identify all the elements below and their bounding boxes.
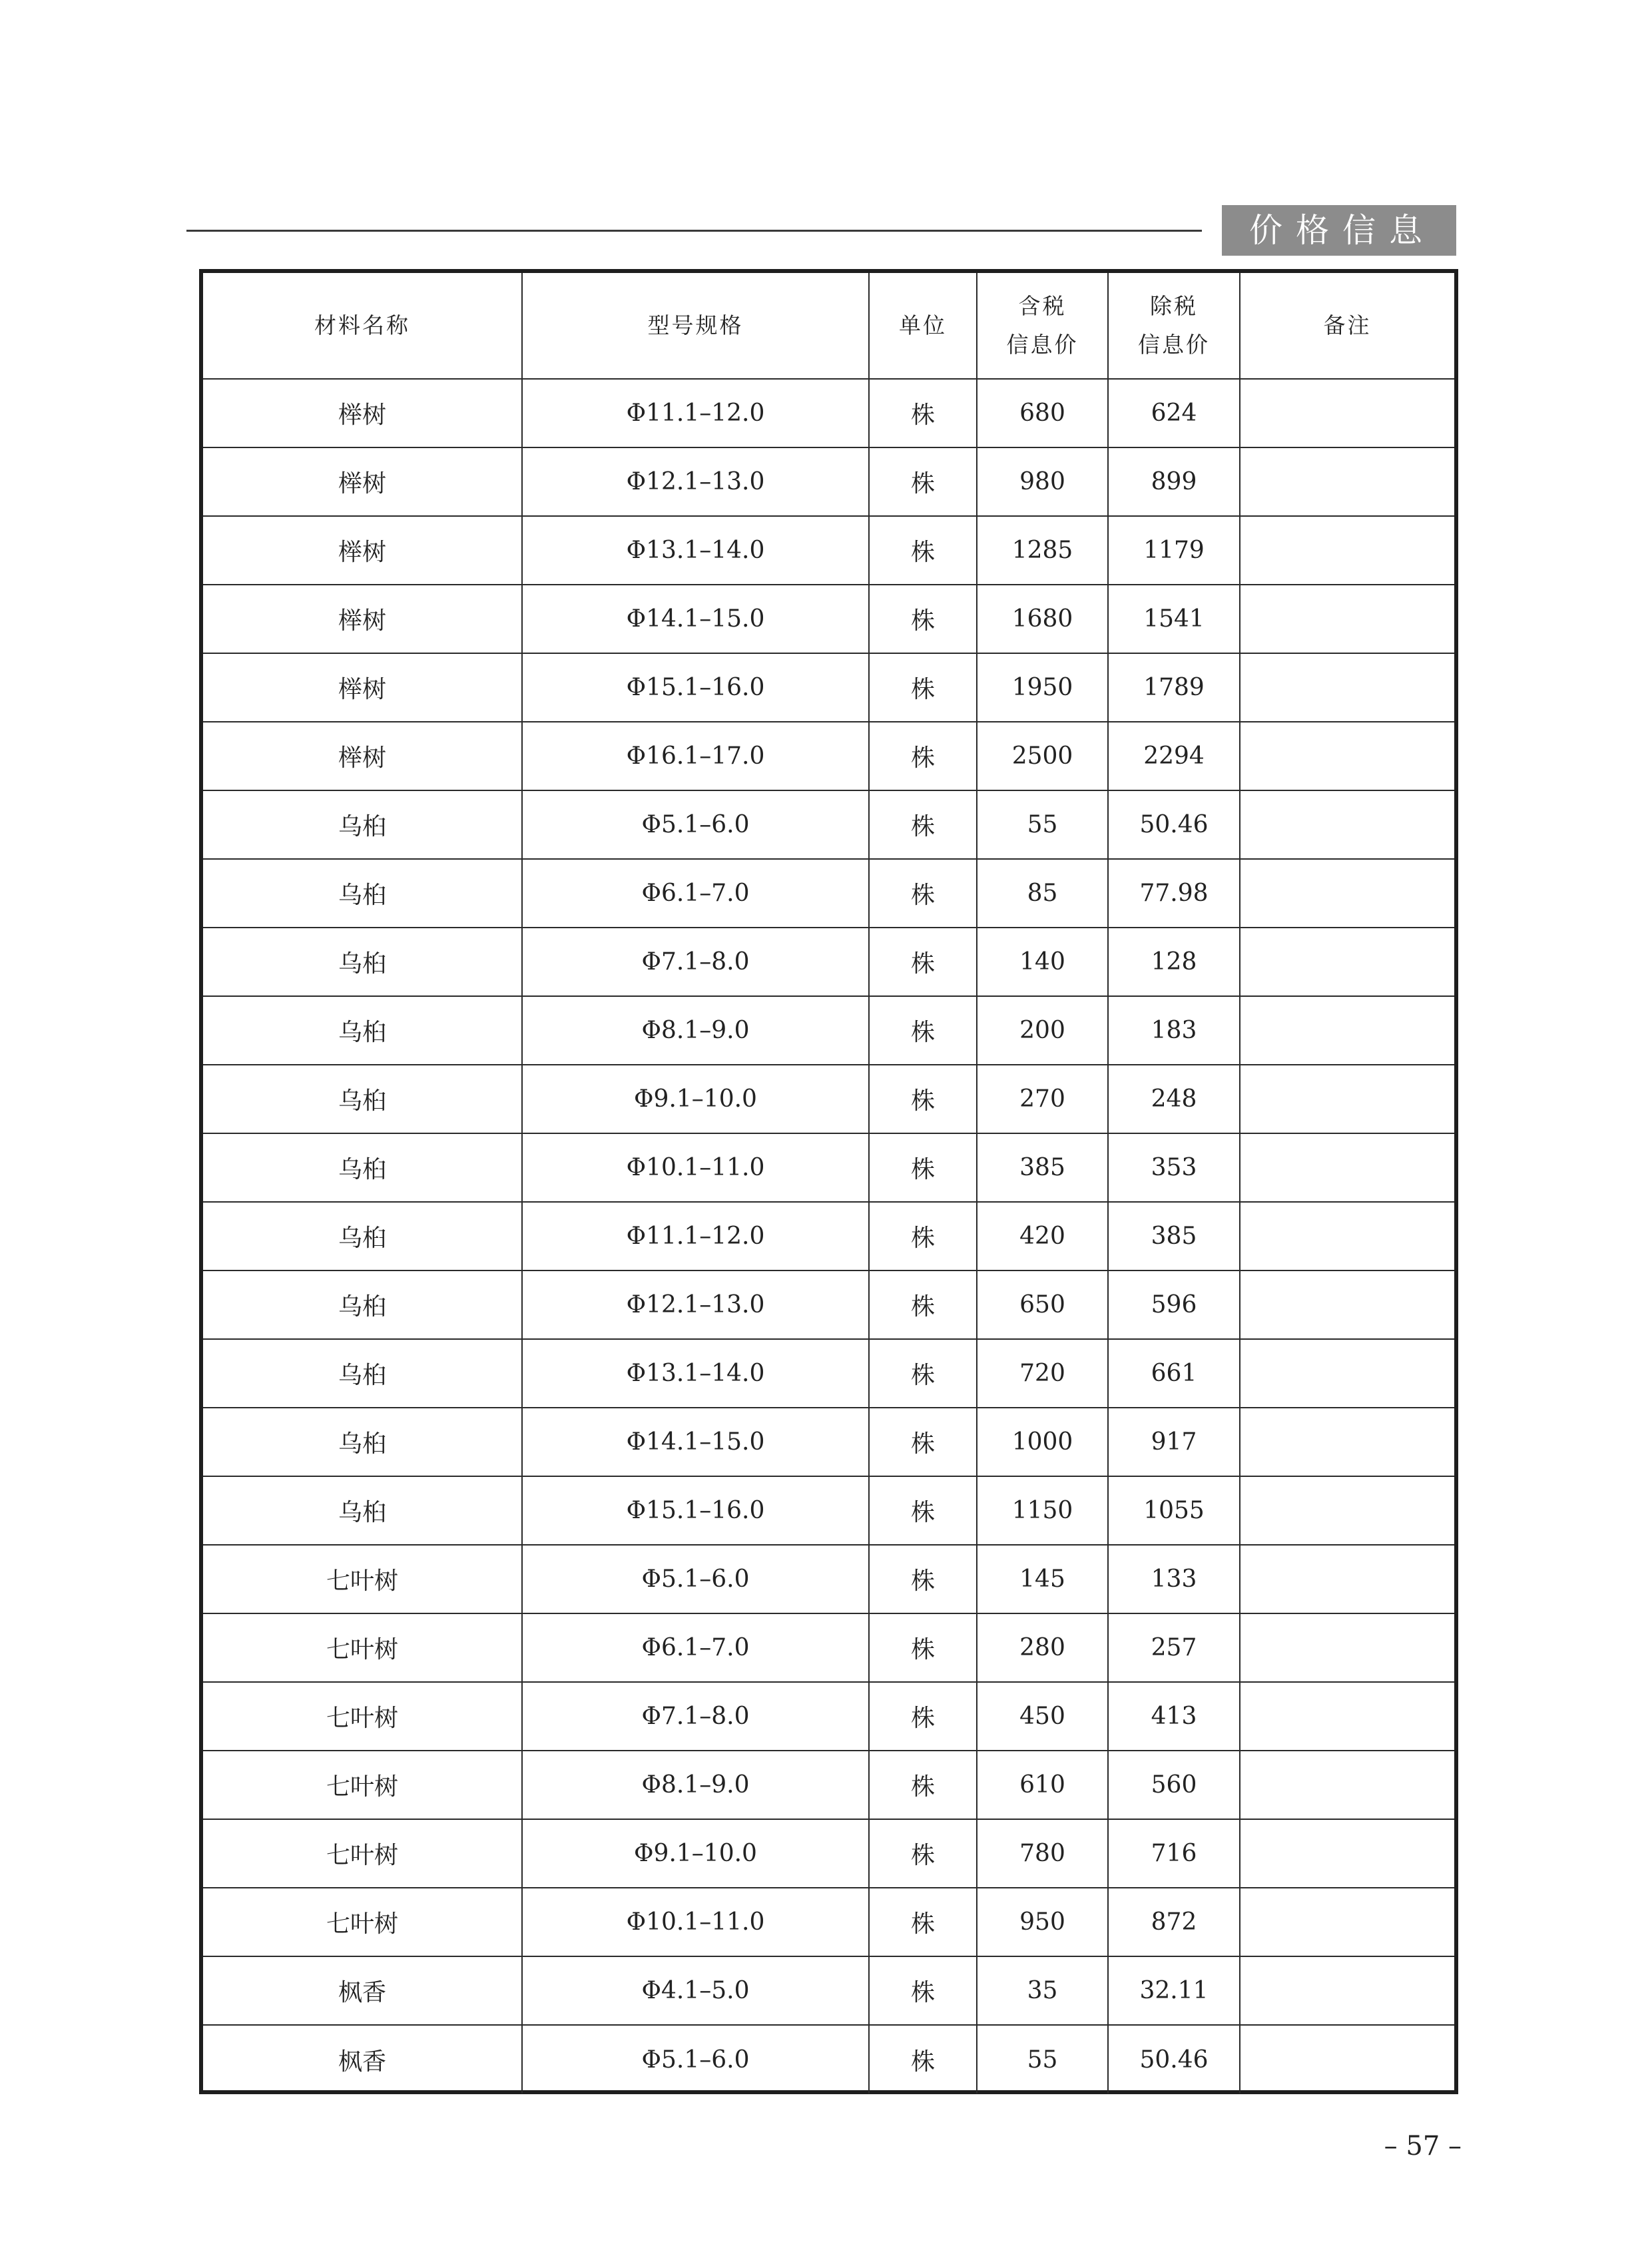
cell-price-notax: 624: [1108, 379, 1240, 447]
cell-note: [1240, 1202, 1454, 1270]
cell-price-notax: 50.46: [1108, 790, 1240, 859]
cell-price-notax: 596: [1108, 1270, 1240, 1339]
cell-price-notax: 560: [1108, 1751, 1240, 1819]
cell-name: 乌桕: [203, 1270, 522, 1339]
cell-unit: 株: [869, 2025, 977, 2094]
cell-note: [1240, 790, 1454, 859]
cell-name: 七叶树: [203, 1613, 522, 1682]
cell-price-notax: 353: [1108, 1133, 1240, 1202]
cell-unit: 株: [869, 516, 977, 585]
col-header-price-tax: [977, 273, 1108, 379]
table-row: [203, 790, 1454, 859]
cell-unit: 株: [869, 1888, 977, 1956]
cell-price-tax: 1150: [977, 1476, 1108, 1545]
cell-unit: 株: [869, 1133, 977, 1202]
cell-spec: Φ12.1–13.0: [522, 1270, 869, 1339]
cell-price-notax: 183: [1108, 996, 1240, 1065]
cell-unit: 株: [869, 1202, 977, 1270]
cell-price-notax: 661: [1108, 1339, 1240, 1408]
table-header-row: [203, 273, 1454, 379]
cell-unit: 株: [869, 1819, 977, 1888]
cell-note: [1240, 585, 1454, 653]
table-row: [203, 1065, 1454, 1133]
cell-price-notax: 385: [1108, 1202, 1240, 1270]
table-row: [203, 722, 1454, 790]
cell-price-notax: 1179: [1108, 516, 1240, 585]
cell-price-notax: 1541: [1108, 585, 1240, 653]
cell-note: [1240, 1133, 1454, 1202]
cell-price-notax: 2294: [1108, 722, 1240, 790]
cell-unit: 株: [869, 379, 977, 447]
cell-spec: Φ7.1–8.0: [522, 1682, 869, 1751]
cell-note: [1240, 928, 1454, 996]
cell-price-tax: 680: [977, 379, 1108, 447]
cell-price-tax: 610: [977, 1751, 1108, 1819]
cell-note: [1240, 1408, 1454, 1476]
cell-note: [1240, 1339, 1454, 1408]
cell-price-notax: 413: [1108, 1682, 1240, 1751]
cell-price-notax: 1055: [1108, 1476, 1240, 1545]
cell-price-notax: 872: [1108, 1888, 1240, 1956]
cell-unit: 株: [869, 1476, 977, 1545]
cell-name: 乌桕: [203, 1065, 522, 1133]
table-row: [203, 1545, 1454, 1613]
cell-spec: Φ11.1–12.0: [522, 1202, 869, 1270]
cell-spec: Φ7.1–8.0: [522, 928, 869, 996]
cell-price-tax: 780: [977, 1819, 1108, 1888]
cell-price-notax: 128: [1108, 928, 1240, 996]
price-table: [203, 273, 1454, 2094]
cell-price-tax: 420: [977, 1202, 1108, 1270]
cell-name: 乌桕: [203, 1476, 522, 1545]
cell-unit: 株: [869, 447, 977, 516]
cell-note: [1240, 1751, 1454, 1819]
cell-note: [1240, 1065, 1454, 1133]
cell-note: [1240, 1956, 1454, 2025]
col-header-note: 备注: [1240, 273, 1454, 379]
table-row: [203, 2025, 1454, 2094]
cell-unit: 株: [869, 859, 977, 928]
cell-name: 榉树: [203, 447, 522, 516]
cell-unit: 株: [869, 722, 977, 790]
cell-name: 乌桕: [203, 859, 522, 928]
cell-note: [1240, 1819, 1454, 1888]
cell-price-tax: 720: [977, 1339, 1108, 1408]
cell-spec: Φ11.1–12.0: [522, 379, 869, 447]
cell-price-notax: 1789: [1108, 653, 1240, 722]
cell-price-tax: 1285: [977, 516, 1108, 585]
cell-note: [1240, 859, 1454, 928]
cell-price-notax: 899: [1108, 447, 1240, 516]
table-row: [203, 379, 1454, 447]
table-row: [203, 928, 1454, 996]
table-row: [203, 859, 1454, 928]
cell-name: 乌桕: [203, 928, 522, 996]
table-row: [203, 1888, 1454, 1956]
cell-unit: 株: [869, 1682, 977, 1751]
cell-spec: Φ8.1–9.0: [522, 1751, 869, 1819]
cell-name: 乌桕: [203, 996, 522, 1065]
cell-unit: 株: [869, 1270, 977, 1339]
cell-unit: 株: [869, 996, 977, 1065]
cell-unit: 株: [869, 1545, 977, 1613]
cell-price-notax: 77.98: [1108, 859, 1240, 928]
cell-unit: 株: [869, 1956, 977, 2025]
cell-name: 乌桕: [203, 790, 522, 859]
cell-unit: 株: [869, 1339, 977, 1408]
cell-price-tax: 2500: [977, 722, 1108, 790]
cell-price-tax: 385: [977, 1133, 1108, 1202]
table-row: [203, 1133, 1454, 1202]
price-table-frame: [199, 269, 1458, 2094]
cell-name: 七叶树: [203, 1751, 522, 1819]
cell-name: 七叶树: [203, 1819, 522, 1888]
cell-unit: 株: [869, 585, 977, 653]
cell-spec: Φ4.1–5.0: [522, 1956, 869, 2025]
section-title: 价格信息: [1222, 205, 1456, 256]
cell-price-tax: 1950: [977, 653, 1108, 722]
cell-price-notax: 32.11: [1108, 1956, 1240, 2025]
cell-note: [1240, 653, 1454, 722]
cell-price-tax: 55: [977, 790, 1108, 859]
cell-price-tax: 145: [977, 1545, 1108, 1613]
cell-name: 枫香: [203, 2025, 522, 2094]
cell-price-tax: 450: [977, 1682, 1108, 1751]
col-header-price-notax: [1108, 273, 1240, 379]
cell-price-notax: 50.46: [1108, 2025, 1240, 2094]
cell-spec: Φ6.1–7.0: [522, 859, 869, 928]
col-header-name: 材料名称: [203, 273, 522, 379]
table-row: [203, 1339, 1454, 1408]
cell-name: 乌桕: [203, 1202, 522, 1270]
cell-name: 枫香: [203, 1956, 522, 2025]
cell-spec: Φ8.1–9.0: [522, 996, 869, 1065]
table-row: [203, 1682, 1454, 1751]
cell-note: [1240, 1476, 1454, 1545]
cell-note: [1240, 447, 1454, 516]
cell-name: 七叶树: [203, 1682, 522, 1751]
cell-name: 乌桕: [203, 1339, 522, 1408]
cell-price-tax: 950: [977, 1888, 1108, 1956]
cell-spec: Φ9.1–10.0: [522, 1819, 869, 1888]
cell-price-tax: 280: [977, 1613, 1108, 1682]
cell-name: 榉树: [203, 653, 522, 722]
cell-name: 榉树: [203, 516, 522, 585]
cell-price-notax: 716: [1108, 1819, 1240, 1888]
table-row: [203, 1956, 1454, 2025]
cell-unit: 株: [869, 653, 977, 722]
cell-price-tax: 55: [977, 2025, 1108, 2094]
cell-spec: Φ16.1–17.0: [522, 722, 869, 790]
header-rule: [186, 230, 1202, 232]
cell-note: [1240, 1613, 1454, 1682]
table-row: [203, 447, 1454, 516]
cell-note: [1240, 379, 1454, 447]
table-row: [203, 653, 1454, 722]
table-row: [203, 1476, 1454, 1545]
cell-unit: 株: [869, 1751, 977, 1819]
cell-note: [1240, 1682, 1454, 1751]
cell-name: 七叶树: [203, 1545, 522, 1613]
cell-spec: Φ12.1–13.0: [522, 447, 869, 516]
cell-note: [1240, 1888, 1454, 1956]
table-row: [203, 516, 1454, 585]
cell-name: 榉树: [203, 585, 522, 653]
cell-unit: 株: [869, 790, 977, 859]
cell-name: 榉树: [203, 379, 522, 447]
cell-spec: Φ5.1–6.0: [522, 2025, 869, 2094]
col-header-price-tax-line2: 信息价: [1006, 332, 1079, 358]
cell-price-tax: 140: [977, 928, 1108, 996]
table-row: [203, 585, 1454, 653]
cell-note: [1240, 1545, 1454, 1613]
cell-price-tax: 1000: [977, 1408, 1108, 1476]
cell-note: [1240, 516, 1454, 585]
table-row: [203, 1819, 1454, 1888]
cell-note: [1240, 1270, 1454, 1339]
col-header-price-notax-line2: 信息价: [1138, 332, 1210, 358]
cell-unit: 株: [869, 1408, 977, 1476]
cell-spec: Φ15.1–16.0: [522, 1476, 869, 1545]
cell-spec: Φ6.1–7.0: [522, 1613, 869, 1682]
cell-name: 七叶树: [203, 1888, 522, 1956]
page-number: – 57 –: [1384, 2131, 1462, 2161]
table-row: [203, 1751, 1454, 1819]
cell-note: [1240, 2025, 1454, 2094]
col-header-price-tax-line1: 含税: [1018, 293, 1067, 319]
cell-price-tax: 1680: [977, 585, 1108, 653]
cell-name: 乌桕: [203, 1133, 522, 1202]
cell-spec: Φ5.1–6.0: [522, 1545, 869, 1613]
table-row: [203, 1613, 1454, 1682]
cell-price-notax: 257: [1108, 1613, 1240, 1682]
cell-price-tax: 270: [977, 1065, 1108, 1133]
cell-price-tax: 35: [977, 1956, 1108, 2025]
cell-spec: Φ14.1–15.0: [522, 585, 869, 653]
cell-price-tax: 200: [977, 996, 1108, 1065]
cell-unit: 株: [869, 1065, 977, 1133]
table-row: [203, 1202, 1454, 1270]
cell-name: 榉树: [203, 722, 522, 790]
table-row: [203, 1270, 1454, 1339]
cell-price-tax: 85: [977, 859, 1108, 928]
cell-unit: 株: [869, 1613, 977, 1682]
cell-price-tax: 650: [977, 1270, 1108, 1339]
col-header-spec: 型号规格: [522, 273, 869, 379]
cell-price-notax: 248: [1108, 1065, 1240, 1133]
cell-unit: 株: [869, 928, 977, 996]
cell-spec: Φ5.1–6.0: [522, 790, 869, 859]
table-body: [203, 379, 1454, 2094]
col-header-price-notax-line1: 除税: [1150, 293, 1198, 319]
cell-price-notax: 917: [1108, 1408, 1240, 1476]
cell-spec: Φ13.1–14.0: [522, 516, 869, 585]
cell-spec: Φ10.1–11.0: [522, 1133, 869, 1202]
cell-spec: Φ15.1–16.0: [522, 653, 869, 722]
cell-price-notax: 133: [1108, 1545, 1240, 1613]
table-row: [203, 996, 1454, 1065]
cell-name: 乌桕: [203, 1408, 522, 1476]
cell-spec: Φ13.1–14.0: [522, 1339, 869, 1408]
table-row: [203, 1408, 1454, 1476]
col-header-unit: 单位: [869, 273, 977, 379]
cell-note: [1240, 996, 1454, 1065]
cell-price-tax: 980: [977, 447, 1108, 516]
cell-spec: Φ14.1–15.0: [522, 1408, 869, 1476]
cell-note: [1240, 722, 1454, 790]
cell-spec: Φ10.1–11.0: [522, 1888, 869, 1956]
cell-spec: Φ9.1–10.0: [522, 1065, 869, 1133]
